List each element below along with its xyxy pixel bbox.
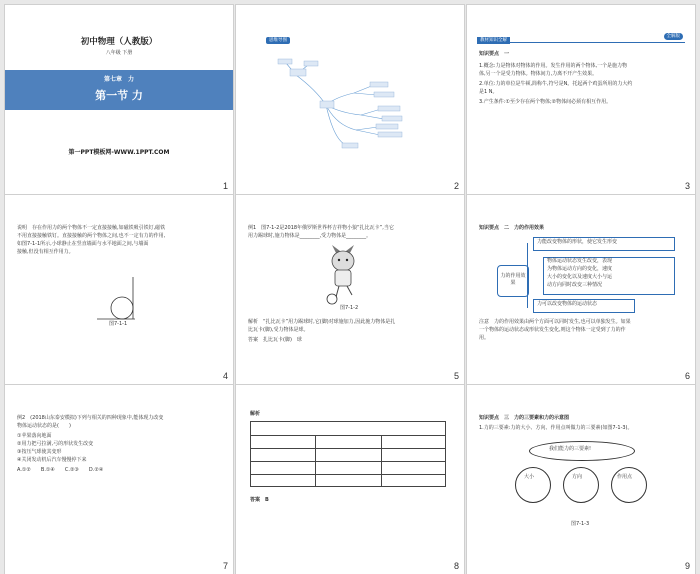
question-line: 例1 图7-1-2是2018年俄罗斯世界杯吉祥物小狼“扎比瓦卡”,当它 (248, 225, 394, 231)
effect-text: 动方向同时改变三种情况 (547, 282, 603, 288)
slide-subtitle: 八年级 下册 (105, 50, 133, 56)
slide-thumbnail-4[interactable] (5, 195, 233, 384)
answer-line: 答案 B (250, 497, 269, 503)
answer-line: 答案 扎比瓦卡(脚) 球 (248, 337, 302, 343)
analysis-table (250, 421, 446, 487)
option-line: ②用力把弓拉满,弓的形状发生改变 (17, 441, 94, 447)
effect-text: 力可以改变物体的运动状态 (537, 301, 598, 307)
slide-tag: 思维导图 (266, 37, 290, 44)
option-line: ③按压气球使其变形 (17, 449, 62, 455)
figure-caption: 图7-1-3 (571, 521, 590, 527)
choices-line: A.①② B.①④ C.②③ D.②④ (17, 467, 104, 473)
slide-number: 2 (453, 181, 459, 191)
section-heading: 知识要点 三 力的三要素和力的示意图 (479, 415, 570, 421)
face-label: 作用点 (617, 474, 633, 480)
slide-tag-right: 全解版 (664, 33, 684, 40)
face-label: 方向 (572, 474, 583, 480)
figure-caption: 图7-1-2 (340, 305, 359, 311)
body-line: 1.概念:力是物体对物体的作用。发生作用的两个物体,一个是施力物 (479, 63, 628, 69)
slide-number: 6 (684, 371, 690, 381)
analysis-line: 比瓦卡(脚),受力物体是球。 (248, 327, 309, 333)
analysis-line: 解析 “扎比瓦卡”用力踢球时,它(脚)对球施加力,因此施力物体是扎 (248, 319, 396, 325)
chapter-label: 第七章 力 (103, 76, 134, 83)
mind-map (236, 5, 464, 194)
figure-caption: 图7-1-1 (109, 321, 128, 327)
slide-thumbnail-1[interactable] (5, 5, 233, 194)
slide-thumbnail-7[interactable] (5, 385, 233, 574)
body-line: 1.力的三要素:力的大小、方向、作用点叫做力的三要素(如图7-1-3)。 (479, 425, 633, 431)
slide-number: 3 (684, 181, 690, 191)
slide-thumbnail-3[interactable] (467, 5, 695, 194)
slide-thumbnail-6[interactable] (467, 195, 695, 384)
slide-tag: 教材知识全解 (477, 37, 510, 44)
slide-title: 初中物理（人教版） (80, 37, 158, 47)
question-line: 例2 (2018山东泰安模拟)下列与相关的四种现象中,能体现力改变 (17, 415, 164, 421)
effect-text: 力能改变物体的形状，使它发生形变 (537, 239, 618, 245)
bubble-text: 我们能力的三要素! (549, 446, 592, 452)
slide-number: 9 (684, 561, 690, 571)
body-line: 接触,但没有相互作用力。 (17, 249, 74, 255)
body-line: 2.单位:力的单位是牛顿,简称牛,符号是N。托起两个鸡蛋所用的力大约 (479, 81, 633, 87)
option-line: ④关闭发动机后汽车慢慢停下来 (17, 457, 87, 463)
slide-thumbnail-9[interactable] (467, 385, 695, 574)
face-1 (515, 467, 551, 503)
slide-thumbnail-2[interactable] (236, 5, 464, 194)
effect-text: 物体运动状态发生改变，表现 (547, 258, 613, 264)
option-line: ①苹果落向地面 (17, 433, 52, 439)
analysis-heading: 解析 (250, 411, 261, 417)
footer-text: 第一PPT模板网-WWW.1PPT.COM (68, 149, 170, 156)
effect-text: 为物体运动方向的变化，速度 (547, 266, 613, 272)
note-line: 一个物体的运动状态或形状发生变化,则这个物体一定受到了力的作 (479, 327, 626, 333)
body-line: 如图7-1-1所示,小球静止在竖直墙面与水平地面之间,与墙面 (17, 241, 149, 247)
branch-line (527, 243, 528, 308)
body-line: 不用直接接触铁钉。直接接触的两个物体之间,也不一定有力的作用, (17, 233, 166, 239)
section-title: 第一节 力 (95, 89, 143, 102)
note-line: 用。 (479, 335, 490, 341)
ball-wall-figure (93, 275, 153, 325)
question-line: 物体运动状态的是( ) (17, 423, 71, 429)
body-line: 3.产生条件:①至少存在两个物体;②物体间必须有相互作用。 (479, 99, 612, 105)
question-line: 用力踢球时,施力物体是________,受力物体是________。 (248, 233, 372, 239)
slide-number: 1 (222, 181, 228, 191)
mascot-figure (318, 245, 368, 305)
body-line: 是1 N。 (479, 89, 498, 95)
face-3 (611, 467, 647, 503)
face-2 (563, 467, 599, 503)
face-label: 大小 (524, 474, 535, 480)
body-line: 体,另一个是受力物体。物体间力,力离不开产生效果。 (479, 71, 598, 77)
section-heading: 知识要点 一 (479, 51, 510, 57)
slide-number: 4 (222, 371, 228, 381)
section-heading: 知识要点 二 力的作用效果 (479, 225, 545, 231)
slide-thumbnail-8[interactable] (236, 385, 464, 574)
center-node-label: 力的作用效果 (500, 273, 526, 286)
note-line: 注意 力的作用效果由两个方面可以同时发生,也可以单独发生。如果 (479, 319, 631, 325)
slide-thumbnail-5[interactable] (236, 195, 464, 384)
slide-number: 8 (453, 561, 459, 571)
slide-number: 5 (453, 371, 459, 381)
slide-number: 7 (222, 561, 228, 571)
body-line: 说明 存在作用力的两个物体不一定直接接触,如磁铁吸引铁钉,磁铁 (17, 225, 166, 231)
effect-text: 大小的变化以及速度大小与运 (547, 274, 613, 280)
